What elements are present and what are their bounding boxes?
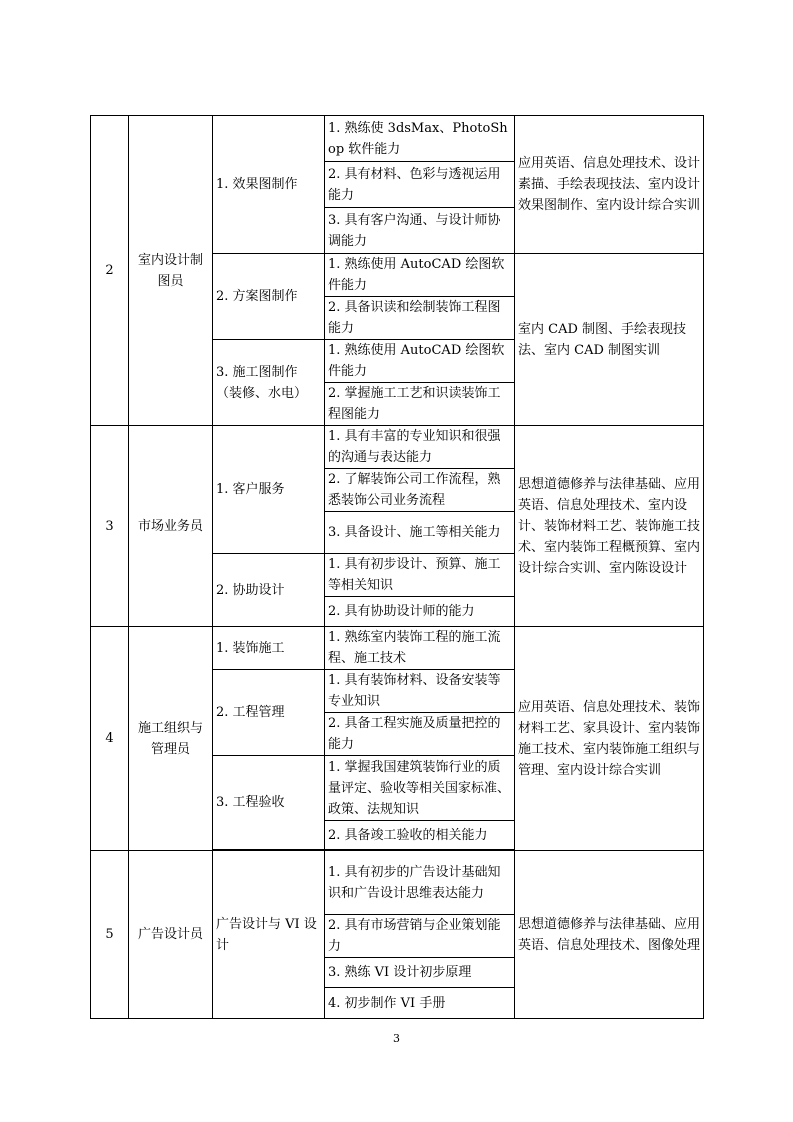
post-title: 施工组织与管理员 — [129, 627, 213, 851]
skill-area: 3. 施工图制作（装修、水电） — [213, 340, 325, 426]
table-row — [91, 116, 704, 162]
competency-table — [90, 115, 704, 1019]
row-number: 3 — [91, 426, 129, 627]
requirement: 3. 具有客户沟通、与设计师协调能力 — [325, 208, 515, 254]
courses: 应用英语、信息处理技术、装饰材料工艺、家具设计、室内装饰施工技术、室内装饰施工组织与管理、室内设计综合实训 — [515, 627, 704, 851]
requirement: 2. 具有协助设计师的能力 — [325, 597, 515, 627]
skill-area: 2. 协助设计 — [213, 554, 325, 627]
requirement: 1. 具有初步设计、预算、施工等相关知识 — [325, 554, 515, 597]
courses: 思想道德修养与法律基础、应用英语、信息处理技术、室内设计、装饰材料工艺、装饰施工技术、室内装饰工程概预算、室内设计综合实训、室内陈设设计 — [515, 426, 704, 627]
requirement: 2. 具有材料、色彩与透视运用能力 — [325, 162, 515, 208]
post-title: 市场业务员 — [129, 426, 213, 627]
requirement: 2. 具有市场营销与企业策划能力 — [325, 915, 515, 958]
skill-area: 3. 工程验收 — [213, 756, 325, 850]
row-number: 2 — [91, 116, 129, 426]
requirement: 1. 掌握我国建筑装饰行业的质量评定、验收等相关国家标准、政策、法规知识 — [325, 756, 515, 821]
table-row — [91, 627, 704, 670]
post-title: 广告设计员 — [129, 851, 213, 1019]
table-row — [91, 851, 704, 915]
requirement: 2. 了解装饰公司工作流程，熟悉装饰公司业务流程 — [325, 469, 515, 512]
table-row — [91, 426, 704, 469]
requirement: 1. 具有装饰材料、设备安装等专业知识 — [325, 670, 515, 713]
post-title: 室内设计制图员 — [129, 116, 213, 426]
requirement: 2. 具备竣工验收的相关能力 — [325, 821, 515, 850]
requirement: 1. 熟练使用 AutoCAD 绘图软件能力 — [325, 340, 515, 383]
requirement: 4. 初步制作 VI 手册 — [325, 988, 515, 1019]
courses: 室内 CAD 制图、手绘表现技法、室内 CAD 制图实训 — [515, 254, 704, 426]
skill-area: 广告设计与 VI 设计 — [213, 851, 325, 1019]
courses: 思想道德修养与法律基础、应用英语、信息处理技术、图像处理 — [515, 851, 704, 1019]
skill-area: 1. 客户服务 — [213, 426, 325, 554]
row-number: 5 — [91, 851, 129, 1019]
row-number: 4 — [91, 627, 129, 851]
requirement: 1. 熟练使用 AutoCAD 绘图软件能力 — [325, 254, 515, 297]
requirement: 2. 掌握施工工艺和识读装饰工程图能力 — [325, 383, 515, 426]
requirement: 1. 熟练室内装饰工程的施工流程、施工技术 — [325, 627, 515, 670]
requirement: 3. 具备设计、施工等相关能力 — [325, 512, 515, 554]
requirement: 3. 熟练 VI 设计初步原理 — [325, 958, 515, 988]
requirement: 2. 具备工程实施及质量把控的能力 — [325, 713, 515, 756]
skill-area: 1. 装饰施工 — [213, 627, 325, 670]
skill-area: 2. 工程管理 — [213, 670, 325, 756]
skill-area: 1. 效果图制作 — [213, 116, 325, 254]
requirement: 2. 具备识读和绘制装饰工程图能力 — [325, 297, 515, 340]
requirement: 1. 具有初步的广告设计基础知识和广告设计思维表达能力 — [325, 851, 515, 915]
requirement: 1. 熟练使 3dsMax、PhotoShop 软件能力 — [325, 116, 515, 162]
requirement: 1. 具有丰富的专业知识和很强的沟通与表达能力 — [325, 426, 515, 469]
courses: 应用英语、信息处理技术、设计素描、手绘表现技法、室内设计效果图制作、室内设计综合实训 — [515, 116, 704, 254]
page-number: 3 — [393, 1032, 400, 1045]
skill-area: 2. 方案图制作 — [213, 254, 325, 340]
